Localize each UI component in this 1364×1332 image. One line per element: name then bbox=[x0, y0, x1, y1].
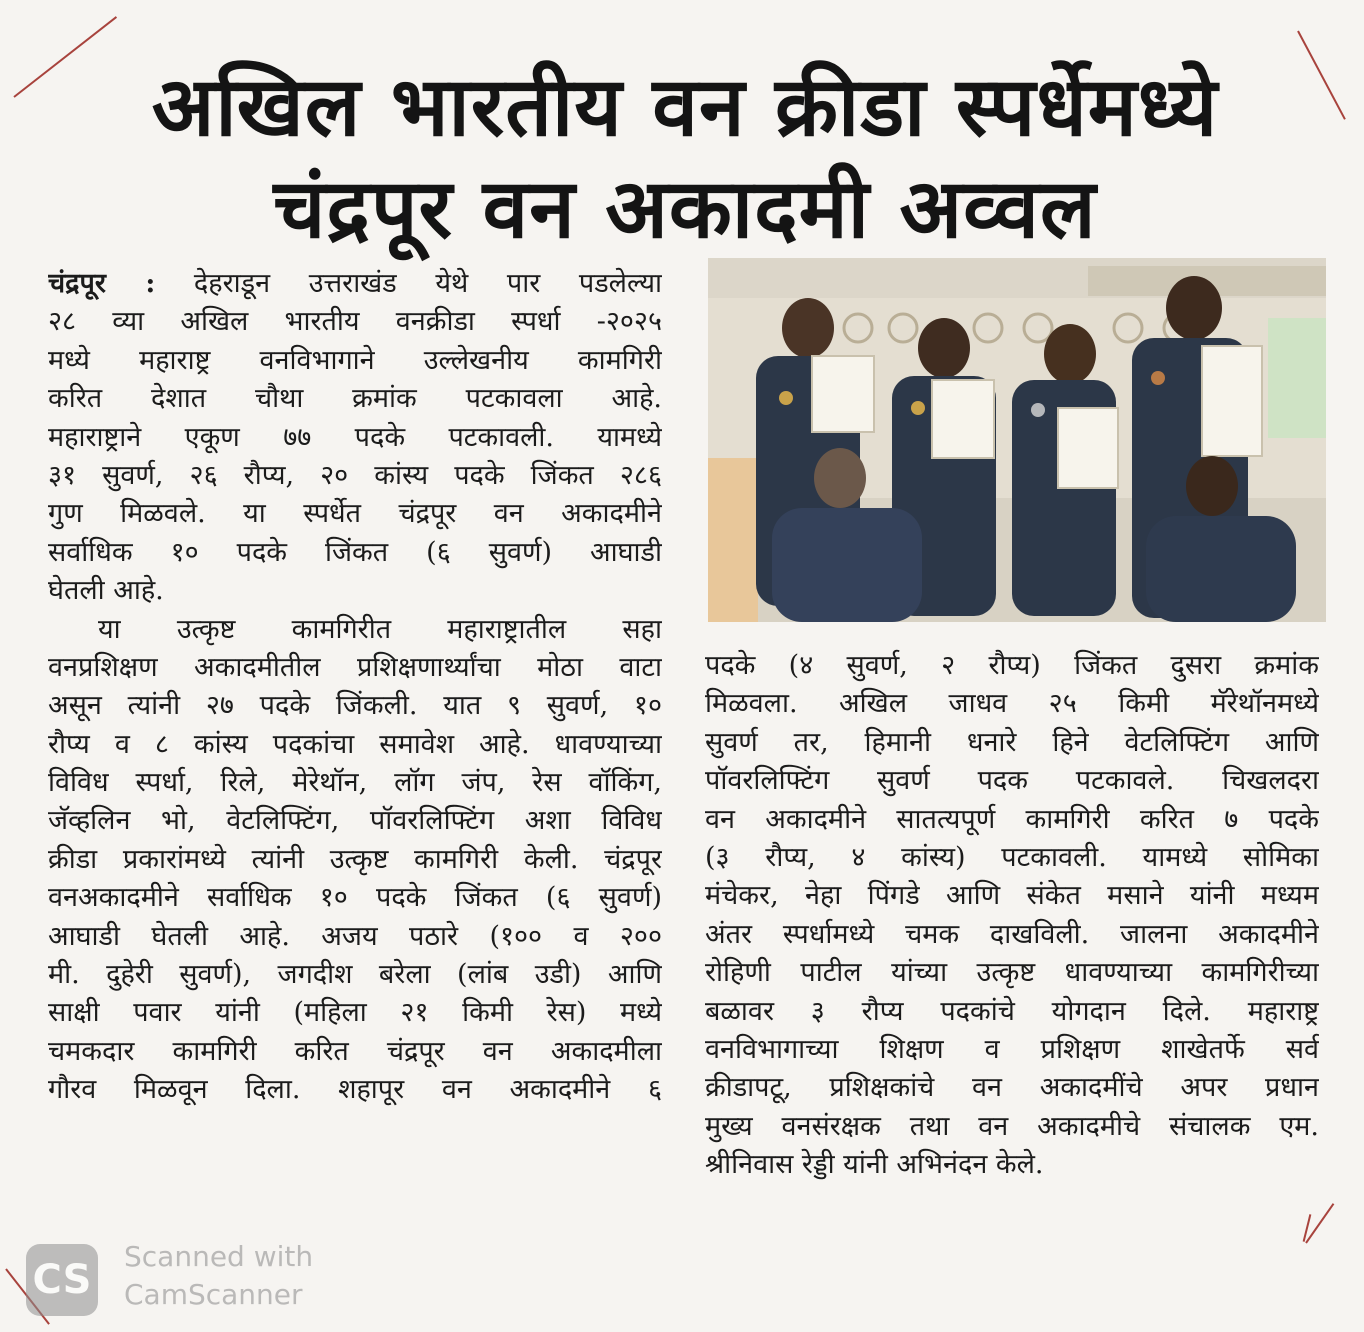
article-line: पदके (४ सुवर्ण, २ रौप्य) जिंकत दुसरा क्रमांक bbox=[705, 650, 1319, 681]
pen-mark-bottom-right bbox=[1305, 1203, 1334, 1243]
camscanner-watermark bbox=[26, 1238, 366, 1318]
article-line: क्रीडा प्रकारांमध्ये त्यांनी उत्कृष्ट कामगिरी केली. चंद्रपूर bbox=[48, 843, 662, 875]
article-line: बळावर ३ रौप्य पदकांचे योगदान दिले. महाराष्ट्र bbox=[705, 995, 1319, 1027]
article-line: २८ व्या अखिल भारतीय वनक्रीडा स्पर्धा -२०२५ bbox=[48, 306, 662, 338]
watermark-text bbox=[124, 1238, 313, 1314]
article-line: करित देशात चौथा क्रमांक पटकावला आहे. bbox=[48, 383, 662, 415]
article-line: सर्वाधिक १० पदके जिंकत (६ सुवर्ण) आघाडी bbox=[48, 536, 662, 568]
headline-line-1: अखिल भारतीय वन क्रीडा स्पर्धेमध्ये bbox=[151, 60, 1219, 155]
article-line: महाराष्ट्राने एकूण ७७ पदके पटकावली. यामध्ये bbox=[48, 421, 662, 453]
article-line bbox=[48, 265, 662, 303]
article-line: साक्षी पवार यांनी (महिला २१ किमी रेस) मध्ये bbox=[48, 997, 662, 1029]
article-line: मंचेकर, नेहा पिंगडे आणि संकेत मसाने यांनी मध्यम bbox=[705, 880, 1319, 912]
article-line: अंतर स्पर्धामध्ये चमक दाखविली. जालना अकादमीने bbox=[705, 918, 1319, 950]
headline-line-2: चंद्रपूर वन अकादमी अव्वल bbox=[273, 162, 1097, 257]
article-line: घेतली आहे. bbox=[48, 575, 164, 607]
article-line: विविध स्पर्धा, रिले, मेरेथॉन, लॉग जंप, रेस वॉकिंग, bbox=[48, 767, 662, 799]
article-line: मध्ये महाराष्ट्र वनविभागाने उल्लेखनीय कामगिरी bbox=[48, 344, 662, 376]
article-line: वनप्रशिक्षण अकादमीतील प्रशिक्षणार्थ्यांचा मोठा वाटा bbox=[48, 651, 662, 683]
article-line: आघाडी घेतली आहे. अजय पठारे (१०० व २०० bbox=[48, 920, 662, 952]
article-line: वनअकादमीने सर्वाधिक १० पदके जिंकत (६ सुवर्ण) bbox=[48, 882, 662, 914]
article-line: रौप्य व ८ कांस्य पदकांचा समावेश आहे. धावण्याच्या bbox=[48, 728, 662, 760]
watermark-line-2: CamScanner bbox=[124, 1278, 303, 1311]
article-line: मी. दुहेरी सुवर्ण), जगदीश बरेला (लांब उडी) आणि bbox=[48, 959, 662, 991]
article-column-right bbox=[705, 647, 1319, 1184]
article-line-text: देहराडून उत्तराखंड येथे पार पडलेल्या bbox=[193, 268, 662, 299]
medal-ceremony-photo bbox=[708, 258, 1326, 622]
article-line: या उत्कृष्ट कामगिरीत महाराष्ट्रातील सहा bbox=[98, 613, 662, 645]
article-line: वन अकादमीने सातत्यपूर्ण कामगिरी करित ७ पदके bbox=[705, 803, 1319, 835]
article-line: मिळवला. अखिल जाधव २५ किमी मॅरेथॉनमध्ये bbox=[705, 688, 1319, 720]
dateline: चंद्रपूर : bbox=[48, 268, 156, 299]
article-line: ३१ सुवर्ण, २६ रौप्य, २० कांस्य पदके जिंकत २८६ bbox=[48, 459, 662, 491]
article-column-left bbox=[48, 265, 662, 1110]
watermark-line-1: Scanned with bbox=[124, 1240, 314, 1273]
article-line: वनविभागाच्या शिक्षण व प्रशिक्षण शाखेतर्फे सर्व bbox=[705, 1033, 1319, 1065]
article-line: क्रीडापटू, प्रशिक्षकांचे वन अकादमींचे अपर प्रधान bbox=[705, 1072, 1319, 1104]
article-line: मुख्य वनसंरक्षक तथा वन अकादमीचे संचालक एम. bbox=[705, 1110, 1319, 1142]
article-line: (३ रौप्य, ४ कांस्य) पटकावली. यामध्ये सोमिका bbox=[705, 841, 1319, 873]
article-line: श्रीनिवास रेड्डी यांनी अभिनंदन केले. bbox=[705, 1149, 1044, 1181]
article-line: सुवर्ण तर, हिमानी धनारे हिने वेटलिफ्टिंग आणि bbox=[705, 726, 1319, 758]
article-line: गौरव मिळवून दिला. शहापूर वन अकादमीने ६ bbox=[48, 1074, 662, 1106]
article-line: रोहिणी पाटील यांच्या उत्कृष्ट धावण्याच्या कामगिरीच्या bbox=[705, 957, 1319, 989]
article-line: पॉवरलिफ्टिंग सुवर्ण पदक पटकावले. चिखलदरा bbox=[705, 765, 1319, 797]
article-line: जॅव्हलिन भो, वेटलिफ्टिंग, पॉवरलिफ्टिंग अशा विविध bbox=[48, 805, 662, 837]
camscanner-logo: CS bbox=[26, 1244, 98, 1316]
article-line: चमकदार कामगिरी करित चंद्रपूर वन अकादमीला bbox=[48, 1035, 662, 1067]
article-line: गुण मिळवले. या स्पर्धेत चंद्रपूर वन अकादमीने bbox=[48, 498, 662, 530]
article-line: असून त्यांनी २७ पदके जिंकली. यात ९ सुवर्ण, १० bbox=[48, 690, 662, 722]
